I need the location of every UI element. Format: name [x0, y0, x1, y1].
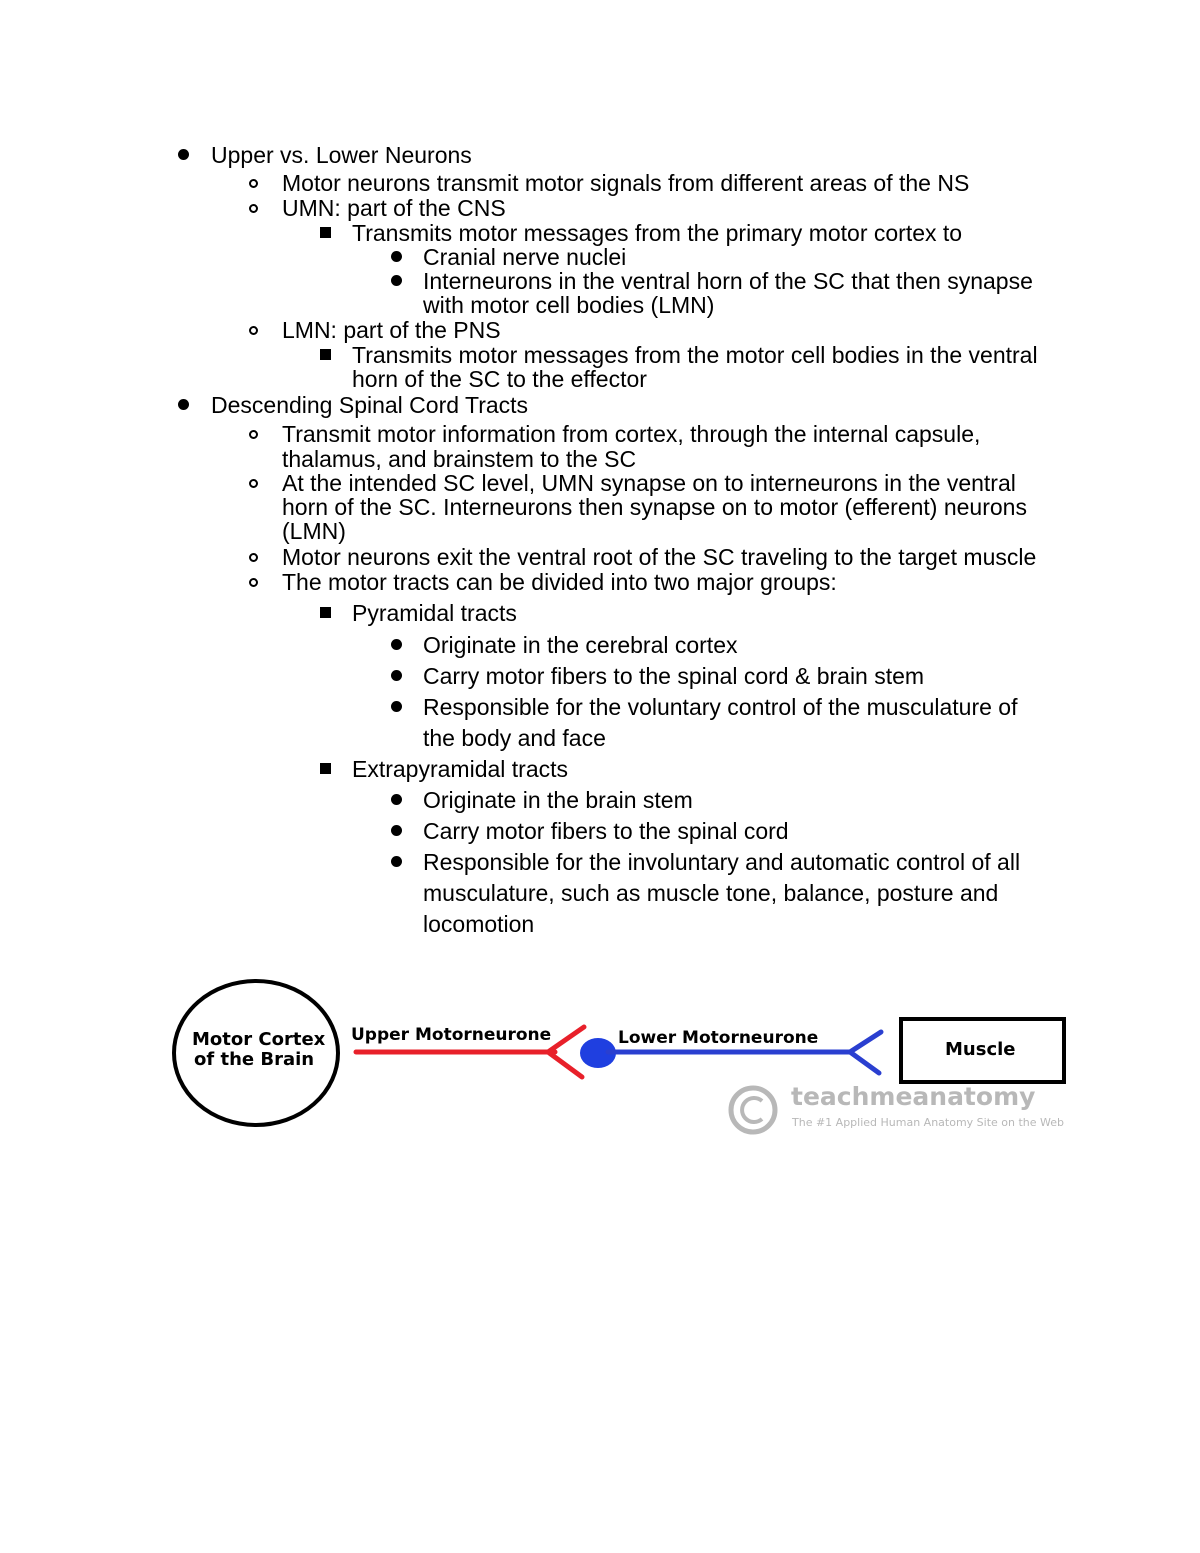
list-item: LMN: part of the PNS [282, 317, 501, 343]
lower-motorneurone-branch-bottom [850, 1052, 879, 1073]
list-item: Transmits motor messages from the primary motor cortex to [352, 220, 963, 246]
upper-motorneurone-branch-bottom [548, 1052, 582, 1077]
watermark-tagline: The #1 Applied Human Anatomy Site on the Web [792, 1116, 1065, 1129]
list-item-continuation: (LMN) [282, 518, 346, 544]
list-item: Transmits motor messages from the motor cell bodies in the ventral [352, 342, 1038, 368]
list-item: Originate in the brain stem [423, 787, 693, 813]
list-item-continuation: the body and face [423, 725, 606, 751]
list-item-continuation: horn of the SC to the effector [352, 366, 647, 392]
list-item: Interneurons in the ventral horn of the SC that then synapse [423, 268, 1033, 294]
upper-motorneurone-label: Upper Motorneurone [351, 1025, 552, 1045]
bullet-disc [391, 633, 402, 658]
bullet-circle [249, 318, 258, 343]
bullet-circle [249, 196, 258, 221]
list-item-pyramidal: Pyramidal tracts [352, 600, 517, 626]
bullet-disc [391, 788, 402, 813]
bullet-disc [391, 819, 402, 844]
bullet-circle [249, 545, 258, 570]
muscle-label: Muscle [945, 1039, 1016, 1060]
lower-motorneurone-label: Lower Motorneurone [618, 1028, 819, 1048]
list-item: Transmit motor information from cortex, through the internal capsule, [282, 421, 981, 447]
list-item: Originate in the cerebral cortex [423, 632, 738, 658]
list-item: The motor tracts can be divided into two major groups: [282, 569, 837, 595]
bullet-circle [249, 171, 258, 196]
bullet-disc [391, 695, 402, 720]
bullet-disc [391, 850, 402, 875]
bullet-disc [178, 393, 189, 418]
list-item-continuation: musculature, such as muscle tone, balance, posture and [423, 880, 999, 906]
list-item: Cranial nerve nuclei [423, 244, 627, 270]
upper-motorneurone-branch-top [548, 1027, 584, 1052]
motor-cortex-label-line2: of the Brain [194, 1049, 315, 1070]
list-item-continuation: horn of the SC. Interneurons then synapse on to motor (efferent) neurons [282, 494, 1027, 520]
list-item-extrapyramidal: Extrapyramidal tracts [352, 756, 569, 782]
list-item: Carry motor fibers to the spinal cord & brain stem [423, 663, 925, 689]
section-heading-descending-tracts: Descending Spinal Cord Tracts [211, 392, 529, 418]
bullet-circle [249, 570, 258, 595]
list-item: Carry motor fibers to the spinal cord [423, 818, 789, 844]
list-item-continuation: with motor cell bodies (LMN) [423, 292, 715, 318]
bullet-disc [391, 269, 402, 294]
bullet-circle [249, 422, 258, 447]
bullet-disc [391, 245, 402, 270]
bullet-square [320, 757, 331, 782]
copyright-c-glyph [742, 1098, 762, 1122]
bullet-disc [178, 143, 189, 168]
list-item: UMN: part of the CNS [282, 195, 506, 221]
list-item: Responsible for the involuntary and automatic control of all [423, 849, 1021, 875]
copyright-icon [731, 1088, 775, 1132]
lower-motorneurone-branch-top [850, 1032, 881, 1052]
motor-cortex-label-line1: Motor Cortex [192, 1029, 326, 1050]
bullet-square [320, 343, 331, 368]
watermark-brand: teachmeanatomy [791, 1082, 1036, 1111]
list-item: Motor neurons exit the ventral root of the SC traveling to the target muscle [282, 544, 1037, 570]
bullet-disc [391, 664, 402, 689]
list-item: Motor neurons transmit motor signals from different areas of the NS [282, 170, 970, 196]
bullet-square [320, 221, 331, 246]
bullet-circle [249, 471, 258, 496]
motor-pathway-diagram [170, 975, 1080, 1145]
list-item: Responsible for the voluntary control of the musculature of [423, 694, 1018, 720]
list-item-continuation: thalamus, and brainstem to the SC [282, 446, 637, 472]
list-item-continuation: locomotion [423, 911, 535, 937]
list-item: At the intended SC level, UMN synapse on to interneurons in the ventral [282, 470, 1016, 496]
section-heading-upper-lower-neurons: Upper vs. Lower Neurons [211, 142, 472, 168]
bullet-square [320, 601, 331, 626]
